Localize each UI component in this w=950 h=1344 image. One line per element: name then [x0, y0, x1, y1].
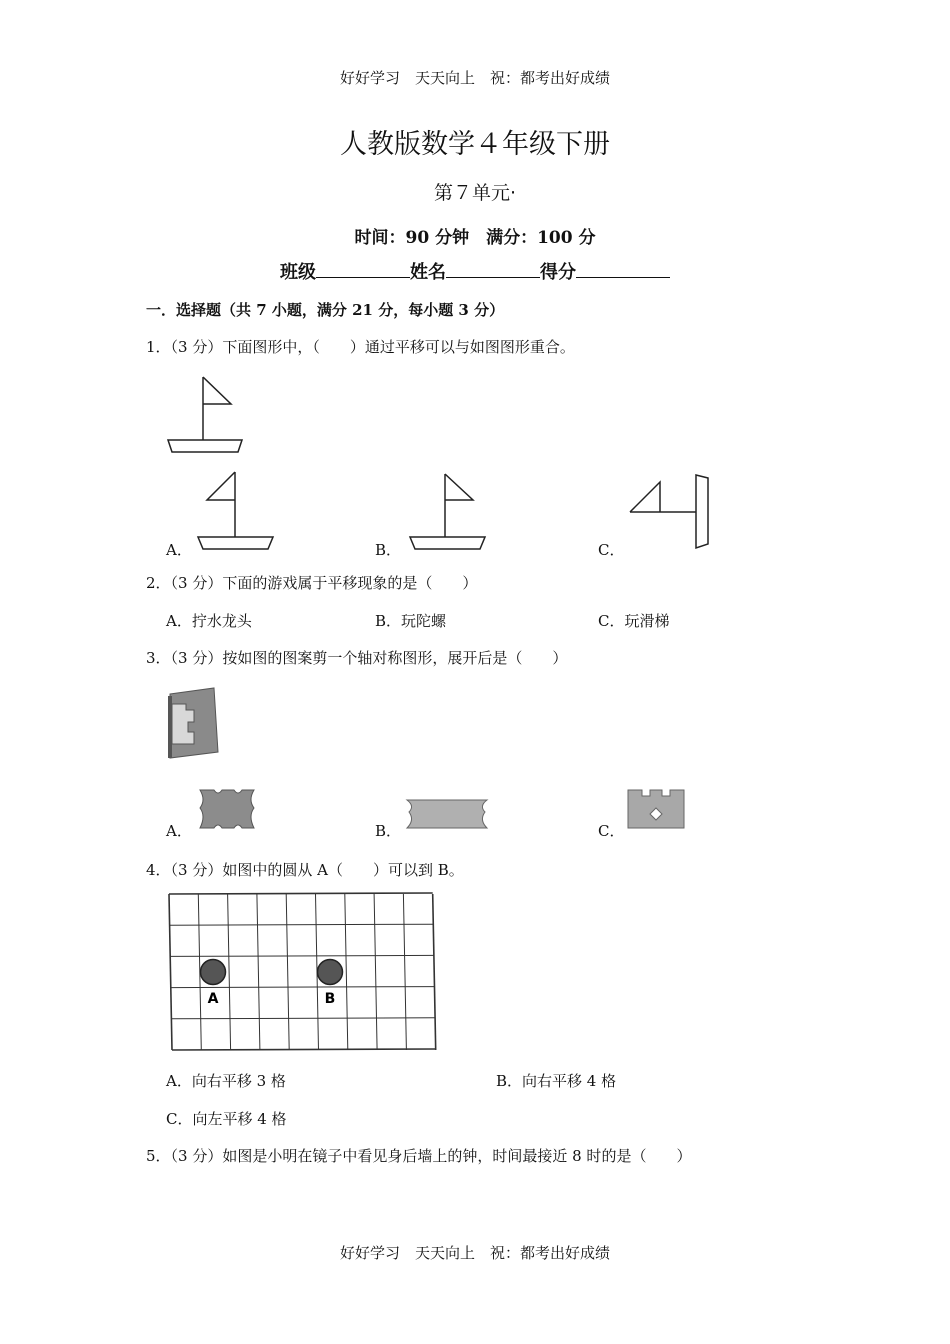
page-header: 好好学习 天天向上 祝：都考出好成绩	[339, 69, 610, 87]
question-4-stem: 4．（3 分）如图中的圆从 A（ ）可以到 B。	[146, 861, 464, 879]
student-info-line	[0, 258, 950, 284]
q3-folded-paper	[164, 686, 226, 760]
page-footer: 好好学习 天天向上 祝：都考出好成绩	[339, 1244, 610, 1262]
q1-option-c-boat-rotated[interactable]	[624, 470, 714, 552]
q3-option-c[interactable]: C．	[598, 822, 625, 840]
question-5-stem: 5．（3 分）如图是小明在镜子中看见身后墙上的钟，时间最接近 8 时的是（ ）	[146, 1147, 692, 1165]
class-blank[interactable]	[316, 259, 410, 278]
q4-option-c[interactable]: C．向左平移 4 格	[166, 1110, 287, 1128]
section-heading: 一．选择题（共 7 小题，满分 21 分，每小题 3 分）	[146, 301, 505, 319]
q2-option-c[interactable]: C．玩滑梯	[598, 612, 670, 630]
q3-option-c-shape[interactable]	[626, 786, 686, 832]
q3-option-b-shape[interactable]	[403, 796, 491, 832]
unit-title: 第７单元·	[433, 182, 517, 204]
q1-reference-boat	[160, 372, 250, 458]
score-blank[interactable]	[576, 259, 670, 278]
q1-option-b-boat[interactable]	[405, 470, 490, 552]
name-label: 姓名	[410, 262, 446, 283]
q3-option-a[interactable]: A．	[166, 822, 192, 840]
q3-option-a-shape[interactable]	[196, 786, 260, 832]
q4-option-b[interactable]: B．向右平移 4 格	[496, 1072, 617, 1090]
circle-b	[318, 960, 343, 985]
question-2-stem: 2．（3 分）下面的游戏属于平移现象的是（ ）	[146, 574, 478, 592]
time-score-line: 时间：90 分钟 满分：100 分	[354, 228, 596, 248]
q1-option-b[interactable]: B．	[375, 541, 402, 559]
q4-option-a[interactable]: A．向右平移 3 格	[166, 1072, 286, 1090]
q2-option-a[interactable]: A．拧水龙头	[166, 612, 252, 630]
q3-option-b[interactable]: B．	[375, 822, 402, 840]
class-label: 班级	[280, 262, 316, 283]
score-label: 得分	[540, 262, 576, 283]
q1-option-c[interactable]: C．	[598, 541, 625, 559]
circle-a	[201, 960, 226, 985]
q4-grid	[164, 890, 438, 1056]
page-title: 人教版数学４年级下册	[340, 129, 610, 160]
name-blank[interactable]	[446, 259, 540, 278]
question-1-stem: 1．（3 分）下面图形中，（ ）通过平移可以与如图图形重合。	[146, 338, 575, 356]
q1-option-a[interactable]: A．	[166, 541, 192, 559]
grid-label-b: B	[324, 991, 336, 1007]
question-3-stem: 3．（3 分）按如图的图案剪一个轴对称图形，展开后是（ ）	[146, 649, 568, 667]
q1-option-a-boat[interactable]	[193, 470, 278, 552]
grid-label-a: A	[207, 991, 219, 1007]
q2-option-b[interactable]: B．玩陀螺	[375, 612, 447, 630]
